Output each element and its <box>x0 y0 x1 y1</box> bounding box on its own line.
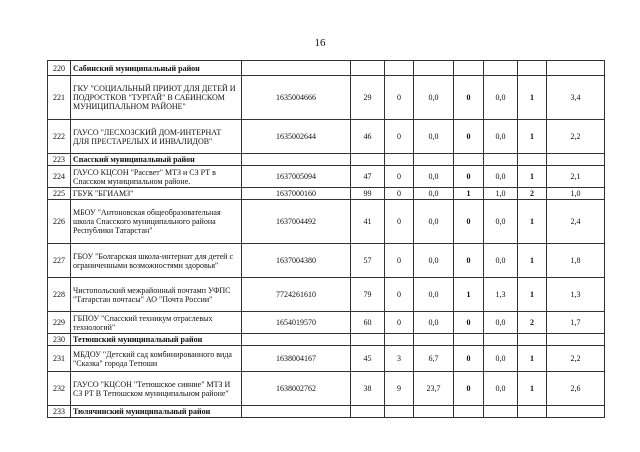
row-number: 231 <box>48 346 71 372</box>
row-number: 227 <box>48 244 71 278</box>
inn-cell: 1637004492 <box>242 200 351 244</box>
empty-cell <box>385 406 414 418</box>
filled-percent-cell: 1,0 <box>484 188 518 200</box>
section-title: Сабинский муниципальный район <box>71 61 242 76</box>
quota-count-cell: 9 <box>385 372 414 406</box>
section-title: Тюлячинский муниципальный район <box>71 406 242 418</box>
table-row <box>48 244 605 278</box>
filled-count-cell: 0 <box>454 372 484 406</box>
quota-percent-cell: 0,0 <box>414 76 454 120</box>
inn-cell: 1635002644 <box>242 120 351 154</box>
quota-count-cell: 0 <box>385 244 414 278</box>
required-percent-cell: 2,6 <box>547 372 605 406</box>
required-percent-cell: 2,1 <box>547 166 605 188</box>
row-number: 225 <box>48 188 71 200</box>
empty-cell <box>242 154 351 166</box>
table-body <box>48 61 605 418</box>
empty-cell <box>484 154 518 166</box>
required-percent-cell: 2,2 <box>547 120 605 154</box>
section-row <box>48 334 605 346</box>
organization-name: МБДОУ "Детский сад комбинированного вида "Сказка" города Тетюши <box>71 346 242 372</box>
inn-cell: 1638002762 <box>242 372 351 406</box>
organization-name: ГАУСО "ЛЕСХОЗСКИЙ ДОМ-ИНТЕРНАТ ДЛЯ ПРЕСТАРЕЛЫХ И ИНВАЛИДОВ" <box>71 120 242 154</box>
inn-cell: 1654019570 <box>242 312 351 334</box>
required-percent-cell: 2,4 <box>547 200 605 244</box>
required-count-cell: 1 <box>518 278 547 312</box>
quota-count-cell: 0 <box>385 76 414 120</box>
table-row <box>48 76 605 120</box>
empty-cell <box>547 406 605 418</box>
employees-count-cell: 46 <box>351 120 385 154</box>
required-percent-cell: 1,7 <box>547 312 605 334</box>
section-title: Спасский муниципальный район <box>71 154 242 166</box>
empty-cell <box>385 334 414 346</box>
filled-percent-cell: 0,0 <box>484 200 518 244</box>
required-count-cell: 1 <box>518 346 547 372</box>
required-count-cell: 1 <box>518 120 547 154</box>
row-number: 233 <box>48 406 71 418</box>
empty-cell <box>242 406 351 418</box>
quota-percent-cell: 0,0 <box>414 278 454 312</box>
quota-count-cell: 0 <box>385 188 414 200</box>
organization-name: ГБУК "БГИАМЗ" <box>71 188 242 200</box>
quota-percent-cell: 0,0 <box>414 244 454 278</box>
employees-count-cell: 29 <box>351 76 385 120</box>
filled-percent-cell: 0,0 <box>484 312 518 334</box>
empty-cell <box>351 406 385 418</box>
required-count-cell: 1 <box>518 372 547 406</box>
required-percent-cell: 1,0 <box>547 188 605 200</box>
inn-cell: 1638004167 <box>242 346 351 372</box>
row-number: 224 <box>48 166 71 188</box>
filled-count-cell: 0 <box>454 244 484 278</box>
page-number: 16 <box>314 37 326 49</box>
section-row <box>48 406 605 418</box>
empty-cell <box>454 334 484 346</box>
quota-percent-cell: 0,0 <box>414 120 454 154</box>
empty-cell <box>547 154 605 166</box>
row-number: 232 <box>48 372 71 406</box>
required-count-cell: 2 <box>518 188 547 200</box>
row-number: 220 <box>48 61 71 76</box>
quota-percent-cell: 6,7 <box>414 346 454 372</box>
required-percent-cell: 2,2 <box>547 346 605 372</box>
required-count-cell: 1 <box>518 200 547 244</box>
empty-cell <box>351 334 385 346</box>
filled-percent-cell: 0,0 <box>484 120 518 154</box>
quota-count-cell: 0 <box>385 166 414 188</box>
empty-cell <box>518 334 547 346</box>
table-row <box>48 312 605 334</box>
organization-name: ГАУСО КЦСОН "Рассвет" МТЗ и СЗ РТ в Спасском муниципальном районе. <box>71 166 242 188</box>
filled-count-cell: 0 <box>454 312 484 334</box>
quota-count-cell: 3 <box>385 346 414 372</box>
employees-count-cell: 38 <box>351 372 385 406</box>
row-number: 223 <box>48 154 71 166</box>
employees-count-cell: 79 <box>351 278 385 312</box>
quota-count-cell: 0 <box>385 120 414 154</box>
empty-cell <box>385 61 414 76</box>
inn-cell: 1637000160 <box>242 188 351 200</box>
quota-count-cell: 0 <box>385 312 414 334</box>
table-row <box>48 188 605 200</box>
filled-percent-cell: 0,0 <box>484 166 518 188</box>
table-row <box>48 346 605 372</box>
row-number: 230 <box>48 334 71 346</box>
empty-cell <box>518 154 547 166</box>
organization-name: ГАУСО "КЦСОН "Тетюшское сияние" МТЗ И СЗ РТ В Тетюшском муниципальном районе" <box>71 372 242 406</box>
required-count-cell: 2 <box>518 312 547 334</box>
filled-count-cell: 0 <box>454 200 484 244</box>
empty-cell <box>351 154 385 166</box>
required-count-cell: 1 <box>518 76 547 120</box>
quota-percent-cell: 23,7 <box>414 372 454 406</box>
empty-cell <box>414 334 454 346</box>
table-row <box>48 120 605 154</box>
empty-cell <box>385 154 414 166</box>
quota-percent-cell: 0,0 <box>414 188 454 200</box>
empty-cell <box>518 61 547 76</box>
empty-cell <box>351 61 385 76</box>
table-row <box>48 278 605 312</box>
employees-count-cell: 45 <box>351 346 385 372</box>
filled-percent-cell: 0,0 <box>484 244 518 278</box>
organization-name: Чистопольский межрайонный почтамп УФПС "Татарстан почтасы" АО "Почта России" <box>71 278 242 312</box>
inn-cell: 7724261610 <box>242 278 351 312</box>
empty-cell <box>484 334 518 346</box>
filled-count-cell: 1 <box>454 188 484 200</box>
required-percent-cell: 1,8 <box>547 244 605 278</box>
quota-count-cell: 0 <box>385 278 414 312</box>
employees-count-cell: 47 <box>351 166 385 188</box>
empty-cell <box>518 406 547 418</box>
filled-percent-cell: 0,0 <box>484 372 518 406</box>
table-row <box>48 166 605 188</box>
section-title: Тетюшский муниципальный район <box>71 334 242 346</box>
quota-percent-cell: 0,0 <box>414 200 454 244</box>
table-row <box>48 200 605 244</box>
section-row <box>48 61 605 76</box>
employees-count-cell: 99 <box>351 188 385 200</box>
employees-count-cell: 57 <box>351 244 385 278</box>
required-count-cell: 1 <box>518 166 547 188</box>
empty-cell <box>484 406 518 418</box>
employees-count-cell: 41 <box>351 200 385 244</box>
filled-percent-cell: 0,0 <box>484 76 518 120</box>
empty-cell <box>242 334 351 346</box>
empty-cell <box>414 406 454 418</box>
filled-percent-cell: 1,3 <box>484 278 518 312</box>
empty-cell <box>547 334 605 346</box>
table-row <box>48 372 605 406</box>
organization-name: ГКУ "СОЦИАЛЬНЫЙ ПРИЮТ ДЛЯ ДЕТЕЙ И ПОДРОСТКОВ "ТУРГАЙ" В САБИНСКОМ МУНИЦИПАЛЬНОМ РАЙОНЕ" <box>71 76 242 120</box>
filled-percent-cell: 0,0 <box>484 346 518 372</box>
required-percent-cell: 1,3 <box>547 278 605 312</box>
row-number: 222 <box>48 120 71 154</box>
registry-table <box>47 60 605 418</box>
filled-count-cell: 1 <box>454 278 484 312</box>
organization-name: ГБПОУ "Спасский техникум отраслевых технологий" <box>71 312 242 334</box>
empty-cell <box>484 61 518 76</box>
filled-count-cell: 0 <box>454 76 484 120</box>
required-percent-cell: 3,4 <box>547 76 605 120</box>
filled-count-cell: 0 <box>454 120 484 154</box>
organization-name: ГБОУ "Болгарская школа-интернат для детей с ограниченными возможностями здоровья" <box>71 244 242 278</box>
row-number: 229 <box>48 312 71 334</box>
quota-count-cell: 0 <box>385 200 414 244</box>
filled-count-cell: 0 <box>454 166 484 188</box>
organization-name: МБОУ "Антоновская общеобразовательная школа Спасского муниципального района Республики Татарстан" <box>71 200 242 244</box>
quota-percent-cell: 0,0 <box>414 312 454 334</box>
section-row <box>48 154 605 166</box>
row-number: 226 <box>48 200 71 244</box>
inn-cell: 1635004666 <box>242 76 351 120</box>
empty-cell <box>414 154 454 166</box>
empty-cell <box>547 61 605 76</box>
required-count-cell: 1 <box>518 244 547 278</box>
empty-cell <box>414 61 454 76</box>
row-number: 228 <box>48 278 71 312</box>
filled-count-cell: 0 <box>454 346 484 372</box>
empty-cell <box>454 406 484 418</box>
empty-cell <box>242 61 351 76</box>
employees-count-cell: 60 <box>351 312 385 334</box>
empty-cell <box>454 61 484 76</box>
row-number: 221 <box>48 76 71 120</box>
inn-cell: 1637005094 <box>242 166 351 188</box>
empty-cell <box>454 154 484 166</box>
quota-percent-cell: 0,0 <box>414 166 454 188</box>
inn-cell: 1637004380 <box>242 244 351 278</box>
